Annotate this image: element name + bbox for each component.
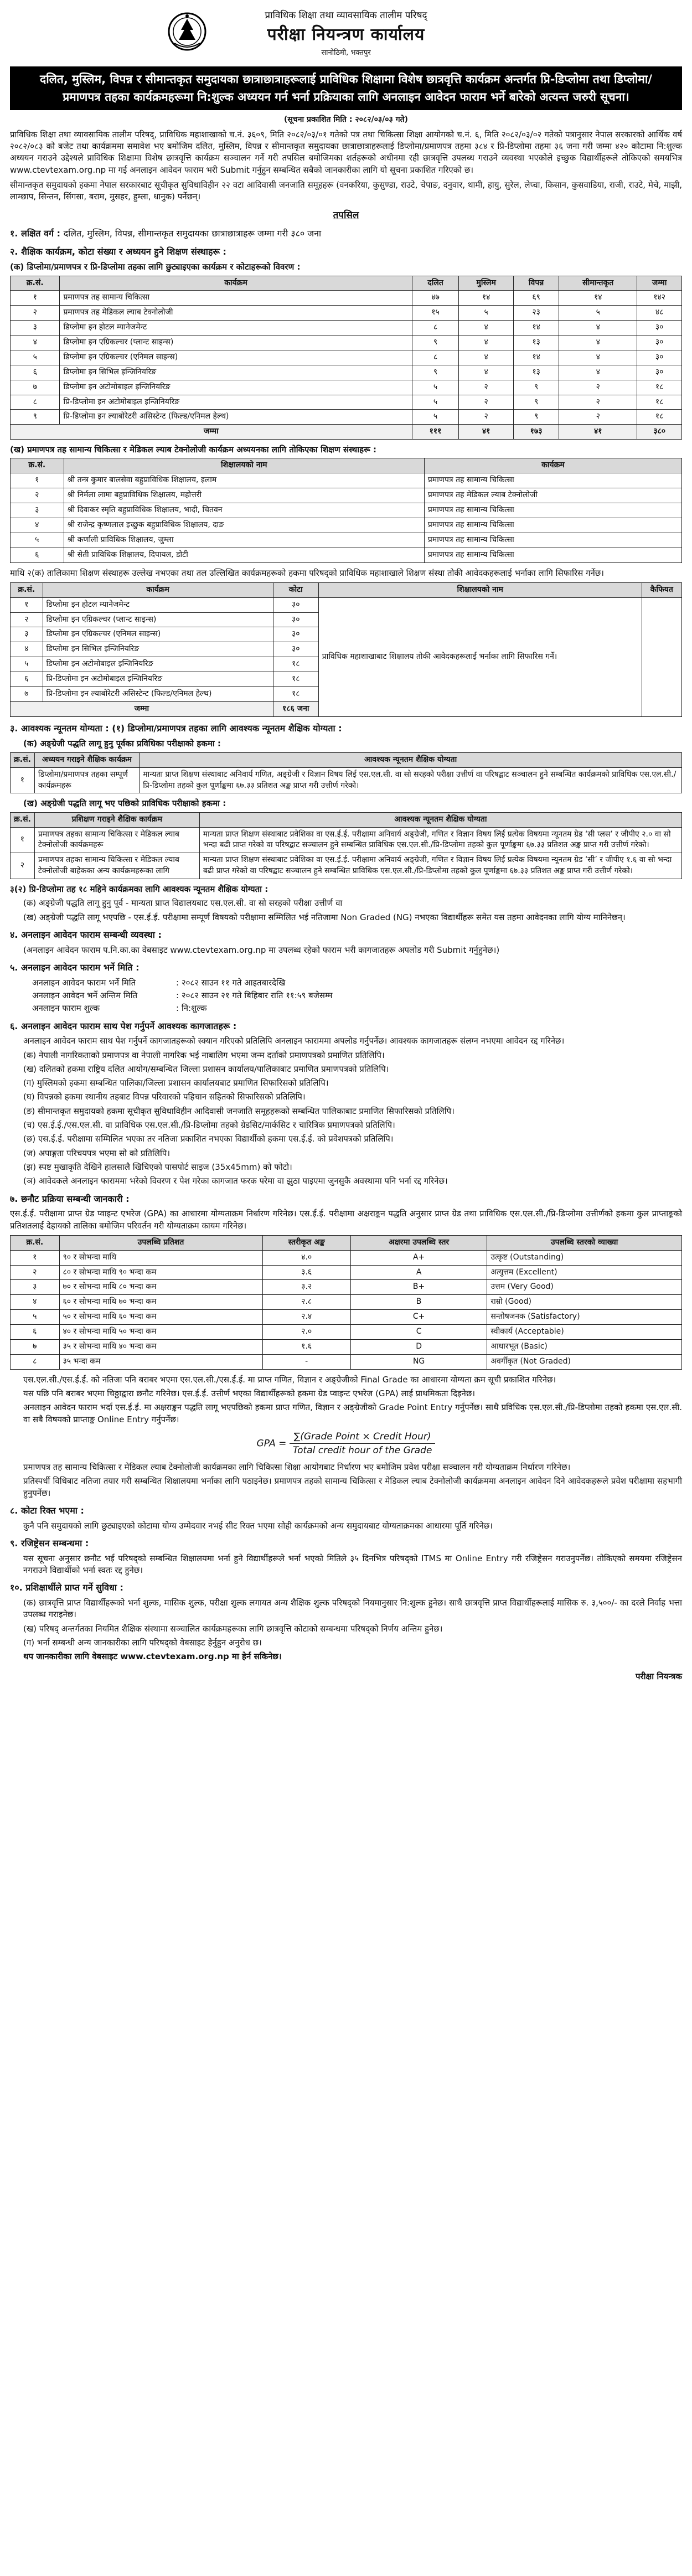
table-cell: प्रमाणपत्र तह सामान्य चिकित्सा — [424, 503, 681, 518]
section-9-heading: ९. रजिष्ट्रेसन सम्बन्धमा : — [10, 1538, 89, 1549]
table-row — [11, 767, 682, 793]
table-cell: प्रि-डिप्लोमा इन अटोमोबाइल इन्जिनियरिङ — [60, 395, 412, 410]
table-row — [11, 306, 682, 321]
document-item: (ज) अपाङ्गता परिचयपत्र भएमा सो को प्रतिलिपि। — [23, 1148, 171, 1158]
table-cell: ६० र सोभन्दा माथि ७० भन्दा कम — [59, 1295, 262, 1310]
table-cell: ८० र सोभन्दा माथि ९० भन्दा कम — [59, 1265, 262, 1280]
intro-paragraph: प्राविधिक शिक्षा तथा व्यावसायिक तालीम परिषद्, प्राविधिक महाशाखाको च.नं. ३६०९, मिति २०८२/०३/०१ गतेको पत्र तथा चिकित्सा शिक्षा आयोगको च.नं. ६, मिति २०८२/०३/०२ गतेको पत्रानुसार नेपाल सरकारको आर्थिक वर्ष २०८२/०८३ को बजेट तथा कार्यक्रममा समावेश भए बमोजिम दलित, मुस्लिम, विपन्न र सीमान्तकृत समुदायका छात्राछात्राहरूलाई डिप्लोमा/प्रमाणपत्र तहमा ३८४ र प्रि-डिप्लोमा तहमा ३६ जना गरी जम्मा ४२० कोटामा नि:शुल्क अध्ययन गराउने उद्देश्यले प्राविधिक शिक्षामा विशेष छात्रवृत्ति कार्यक्रम सञ्चालन गर्ने गरी तपसिल बमोजिमका शर्तहरूको अधीनमा रही छात्रवृत्ति उपलब्ध गराउने व्यवस्था भएकोले इच्छुक विद्यार्थीहरूले तोकिएको समयभित्र www.ctevtexam.org.np मा गई अनलाइन आवेदन फाराम भरी Submit गर्नुहुन सम्बन्धित सबैको जानकारीका लागि यो सूचना प्रकाशित गरिएको छ। — [10, 129, 682, 175]
selection-notes-2 — [10, 1462, 682, 1499]
notice-banner: दलित, मुस्लिम, विपन्न र सीमान्तकृत समुदायका छात्राछात्राहरूलाई प्राविधिक शिक्षामा विशेष छात्रवृत्ति कार्यक्रम अन्तर्गत प्रि-डिप्लोमा तथा डिप्लोमा/प्रमाणपत्र तहका कार्यक्रमहरूमा नि:शुल्क अध्ययन गर्न भर्ना प्रक्रियाका लागि अनलाइन आवेदन फाराम भर्ने बारेको अत्यन्त जरुरी सूचना। — [10, 66, 682, 110]
table-cell: डिप्लोमा इन सिभिल इन्जिनियरिङ — [60, 365, 412, 380]
table-row — [11, 1325, 682, 1340]
table-cell: २ — [11, 488, 64, 503]
qualification-table-a — [10, 752, 682, 794]
table-cell: ६ — [11, 365, 60, 380]
date-row — [10, 990, 682, 1002]
document-item: (ख) दलितको हकमा राष्ट्रिय दलित आयोग/सम्बन्धित जिल्ला प्रशासन कार्यालय/पालिकाबाट प्रमाणित प्रमाणपत्रको प्रतिलिपि। — [23, 1064, 389, 1074]
table-cell: ५ — [559, 306, 637, 321]
table-cell: अत्युत्तम (Excellent) — [487, 1265, 682, 1280]
table-cell: ४८ — [637, 306, 682, 321]
gpa-formula-lhs: GPA = — [256, 1438, 287, 1449]
table-cell: श्री कर्णाली प्राविधिक शिक्षालय, जुम्ला — [64, 533, 424, 548]
table-cell: ६ — [11, 548, 64, 562]
table-cell: ९ — [513, 380, 559, 395]
table-cell: १४ — [559, 291, 637, 306]
table-cell: ४ — [559, 321, 637, 335]
table-cell: ५ — [412, 410, 459, 425]
table-cell: प्रमाणपत्र तह मेडिकल ल्याब टेक्नोलोजी — [424, 488, 681, 503]
table-cell: श्री दिवाकर स्मृति बहुप्राविधिक शिक्षालय, भादी, चितवन — [64, 503, 424, 518]
table-cell: - — [262, 1354, 350, 1369]
table-cell: ३० — [637, 321, 682, 335]
table-cell: ९ — [412, 335, 459, 350]
selection-note: एस.एल.सी./एस.ई.ई. को नतिजा पनि बराबर भएमा एस.एल.सी./एस.ई.ई. मा प्राप्त गणित, विज्ञान र अङ्ग्रेजीको Final Grade का आधारमा योग्यता क्रम सूची प्रकाशित गरिनेछ। — [23, 1374, 556, 1385]
column-header: विपन्न — [513, 276, 559, 291]
table-cell: श्री निर्मला लामा बहुप्राविधिक शिक्षालय, महोत्तरी — [64, 488, 424, 503]
table-cell: २.० — [262, 1325, 350, 1340]
table-cell: श्री राजेन्द्र कृष्णलाल इच्छुक बहुप्राविधिक शिक्षालय, दाङ — [64, 518, 424, 533]
table-cell: प्रमाणपत्र तह सामान्य चिकित्सा — [424, 473, 681, 488]
column-header: क्र.सं. — [11, 1235, 60, 1250]
column-header: क्र.सं. — [11, 582, 43, 597]
column-header: उपलब्धि प्रतिशत — [59, 1235, 262, 1250]
gpa-formula — [10, 1430, 682, 1457]
section-2-heading: २. शैक्षिक कार्यक्रम, कोटा संख्या र अध्ययन हुने शिक्षण संस्थाहरू : — [10, 246, 226, 257]
intro-paragraph-2: सीमान्तकृत समुदायको हकमा नेपाल सरकारबाट सूचीकृत सुविधाविहीन २२ वटा आदिवासी जनजाति समूहहरू (वनकरिया, कुसुण्डा, राउटे, चेपाङ, दनुवार, थामी, हायु, सुरेल, लेप्चा, किसान, कुसवाडिया, राजी, राउटे, मेचे, माझी, लाम्छाप, सिन्तन, सिंगसा, बराम, मुसहर, हुम्ला, धानुक) पर्नेछन्। — [10, 180, 682, 202]
table-cell: १ — [11, 597, 43, 612]
table-row — [11, 395, 682, 410]
table-cell: उत्कृष्ट (Outstanding) — [487, 1250, 682, 1265]
column-header: अध्ययन गराइने शैक्षिक कार्यक्रम — [34, 752, 139, 767]
table-cell: प्रमाणपत्र तह सामान्य चिकित्सा — [60, 291, 412, 306]
section-3a-heading: (क) अङ्ग्रेजी पद्धति लागू हुनु पूर्वका प्रविधिका परीक्षाको हकमा : — [23, 739, 221, 749]
table-cell: १५ — [412, 306, 459, 321]
table-row — [11, 853, 682, 879]
table-row — [11, 518, 682, 533]
table-cell: ५ — [11, 657, 43, 672]
table-row — [11, 410, 682, 425]
table-cell: डिप्लोमा इन एग्रिकल्चर (प्लान्ट साइन्स) — [43, 612, 273, 627]
table-cell: ४ — [559, 365, 637, 380]
table-cell: ४० र सोभन्दा माथि ५० भन्दा कम — [59, 1325, 262, 1340]
selection-note: प्रमाणपत्र तह सामान्य चिकित्सा र मेडिकल ल्याब टेक्नोलोजी कार्यक्रमका लागि चिकित्सा शिक्षा आयोगबाट निर्धारण भए बमोजिम प्रवेश परीक्षा सञ्चालन गरी योग्यताक्रम निर्धारण गरिनेछ। — [23, 1462, 571, 1473]
table-cell: डिप्लोमा इन होटल म्यानेजमेन्ट — [60, 321, 412, 335]
table-cell: डिप्लोमा इन एग्रिकल्चर (एनिमल साइन्स) — [43, 627, 273, 642]
table-cell: राम्रो (Good) — [487, 1295, 682, 1310]
date-label: अनलाइन आवेदन भर्ने अन्तिम मिति — [32, 990, 138, 1000]
column-header: मुस्लिम — [459, 276, 514, 291]
qualification-table-b — [10, 812, 682, 879]
table-cell: ८ — [412, 321, 459, 335]
table-cell: स्वीकार्य (Acceptable) — [487, 1325, 682, 1340]
table-cell: १ — [11, 291, 60, 306]
table-cell: २ — [11, 1265, 60, 1280]
table-cell: प्रमाणपत्र तह मेडिकल ल्याब टेक्नोलोजी — [60, 306, 412, 321]
document-item: (घ) विपन्नको हकमा स्थानीय तहबाट विपन्न परिवारको पहिचान सहितको सिफारिसको प्रतिलिपि। — [23, 1092, 306, 1102]
table-cell: ३.६ — [262, 1265, 350, 1280]
section-5-heading: ५. अनलाइन आवेदन फाराम भर्ने मिति : — [10, 962, 140, 973]
table-cell: ४ — [559, 335, 637, 350]
document-item: (क) नेपाली नागरिकताको प्रमाणपत्र वा नेपाली नागरिक भई नाबालिग भएमा जन्म दर्ताको प्रमाणपत्रको प्रमाणित प्रतिलिपि। — [23, 1050, 385, 1060]
table-row — [11, 335, 682, 350]
table-cell: NG — [350, 1354, 487, 1369]
table-cell: १४ — [513, 350, 559, 365]
column-header: क्र.सं. — [11, 458, 64, 473]
table-cell: ९ — [513, 395, 559, 410]
table-row — [11, 548, 682, 562]
table-cell: ८ — [11, 1354, 60, 1369]
section-8-text: कुनै पनि समुदायको लागि छुट्याइएको कोटामा योग्य उम्मेदवार नभई सीट रिक्त भएमा सोही कार्यक्रमको अन्य समुदायबाट योग्यताक्रमका आधारमा पूर्ति गरिनेछ। — [23, 1520, 493, 1531]
table-cell: २ — [459, 380, 514, 395]
table-cell: १३ — [513, 335, 559, 350]
table-cell: ४ — [459, 350, 514, 365]
column-header: कैफियत — [642, 582, 681, 597]
table-cell: १७३ — [513, 425, 559, 440]
column-header: शिक्षालयको नाम — [318, 582, 642, 597]
table-row — [11, 1265, 682, 1280]
table-total-row — [11, 425, 682, 440]
table-cell: ४ — [559, 350, 637, 365]
section-3-2-a: (क) अङ्ग्रेजी पद्धति लागू हुनु पूर्व - मान्यता प्राप्त विद्यालयबाट एस.एल.सी. वा सो सरहको परीक्षा उत्तीर्ण वा — [23, 898, 343, 908]
column-header: स्तरीकृत अङ्क — [262, 1235, 350, 1250]
table-cell: १४२ — [637, 291, 682, 306]
table-cell: ३० — [637, 365, 682, 380]
section-7-heading: ७. छनौट प्रक्रिया सम्बन्धी जानकारी : — [10, 1193, 130, 1204]
table-cell: प्रमाणपत्र तहका सामान्य चिकित्सा र मेडिकल ल्याब टेक्नोलोजी बाहेकका अन्य कार्यक्रमहरूका लागि — [34, 853, 199, 879]
column-header: उपलब्धि स्तरको व्याख्या — [487, 1235, 682, 1250]
table-cell: श्री सेती प्राविधिक शिक्षालय, दिपायल, डोटी — [64, 548, 424, 562]
table-cell: ३० — [273, 627, 318, 642]
column-header: कार्यक्रम — [424, 458, 681, 473]
table-row — [11, 1354, 682, 1369]
table-cell: ८ — [11, 395, 60, 410]
grade-table — [10, 1235, 682, 1370]
selection-notes — [10, 1374, 682, 1426]
table-cell: ९ — [11, 410, 60, 425]
table-cell: ३ — [11, 1280, 60, 1295]
table-cell: प्रि-डिप्लोमा इन ल्याबोरेटरी असिस्टेन्ट (फिल्ड/एनिमल हेल्थ) — [60, 410, 412, 425]
table-cell: २.४ — [262, 1310, 350, 1325]
column-header: कार्यक्रम — [43, 582, 273, 597]
date-value: : २०८२ साउन २१ गते बिहिबार राति ११:५९ बजेसम्म — [176, 990, 333, 1000]
table-cell: प्रमाणपत्र तह सामान्य चिकित्सा — [424, 548, 681, 562]
table-row — [11, 1310, 682, 1325]
table-cell: ६ — [11, 672, 43, 687]
benefit-item: (क) छात्रवृत्ति प्राप्त विद्यार्थीहरूको भर्ना शुल्क, मासिक शुल्क, परीक्षा शुल्क लगायत अन्य शैक्षिक शुल्क परिषद्को नियमानुसार नि:शुल्क हुनेछ। साथै छात्रवृत्ति प्राप्त विद्यार्थीहरूलाई मासिक रु. ३,५००/- का दरले निर्वाह भत्ता उपलब्ध गराइनेछ। — [23, 1598, 682, 1620]
table-cell: B+ — [350, 1280, 487, 1295]
table-cell: ४ — [459, 321, 514, 335]
table-cell: २ — [559, 380, 637, 395]
section-2a-heading: (क) डिप्लोमा/प्रमाणपत्र र प्रि-डिप्लोमा तहका लागि छुट्याइएका कार्यक्रम र कोटाहरूको विवरण : — [10, 262, 301, 272]
table-cell: १८६ जना — [273, 701, 318, 716]
table-cell: ४.० — [262, 1250, 350, 1265]
document-item: (च) एस.ई.ई./एस.एल.सी. वा प्राविधिक एस.एल.सी./प्रि-डिप्लोमा तहको ग्रेडसिट/मार्कसिट र चारित्रिक प्रमाणपत्रको प्रतिलिपि। — [23, 1120, 395, 1130]
program-table — [10, 582, 682, 717]
table-cell: ८ — [412, 350, 459, 365]
document-item: (ग) मुस्लिमको हकमा सम्बन्धित पालिका/जिल्ला प्रशासन कार्यालयबाट प्रमाणित सिफारिसको प्रतिलिपि। — [23, 1078, 329, 1088]
table-cell: १४ — [459, 291, 514, 306]
section-2c-note: माथि २(क) तालिकामा शिक्षण संस्थाहरू उल्लेख नभएका तथा तल उल्लिखित कार्यक्रमहरूको हकमा परिषद्को प्राविधिक महाशाखाले शिक्षण संस्था तोकी आवेदकहरूलाई भर्नाका लागि सिफारिस गर्नेछ। — [10, 567, 604, 578]
table-cell: डिप्लोमा इन एग्रिकल्चर (एनिमल साइन्स) — [60, 350, 412, 365]
section-8-heading: ८. कोटा रिक्त भएमा : — [10, 1505, 84, 1516]
table-cell: प्रि-डिप्लोमा इन ल्याबोरेटरी असिस्टेन्ट (फिल्ड/एनिमल हेल्थ) — [43, 686, 273, 701]
column-header: दलित — [412, 276, 459, 291]
section-7-intro: एस.ई.ई. परीक्षामा प्राप्त ग्रेड प्वाइन्ट एभरेज (GPA) का आधारमा योग्यताक्रम निर्धारण गरिनेछ। एस.ई.ई. परीक्षामा अक्षराङ्कन पद्धति अनुसार प्राप्त ग्रेड तथा प्राविधिक एस.एल.सी./प्रि-डिप्लोमा उत्तीर्णको हकमा कुल प्राप्ताङ्कको प्रतिशतलाई देहायको तालिका बमोजिम परिवर्तन गरी योग्यताक्रम कायम गरिनेछ। — [10, 1209, 682, 1231]
table-cell: जम्मा — [11, 425, 412, 440]
column-header: कार्यक्रम — [60, 276, 412, 291]
column-header: अक्षरमा उपलब्धि स्तर — [350, 1235, 487, 1250]
table-cell: ३८० — [637, 425, 682, 440]
table-cell: ३ — [11, 503, 64, 518]
table-row — [11, 503, 682, 518]
table-cell: C — [350, 1325, 487, 1340]
signature: परीक्षा नियन्त्रक — [636, 1671, 682, 1681]
section-2b-heading: (ख) प्रमाणपत्र तह सामान्य चिकित्सा र मेडिकल ल्याब टेक्नोलोजी कार्यक्रम अध्ययनका लागि तोकिएका शिक्षण संस्थाहरू : — [10, 445, 376, 455]
column-header: आवश्यक न्यूनतम शैक्षिक योग्यता — [199, 812, 681, 827]
table-cell: २ — [11, 612, 43, 627]
table-row — [11, 1280, 682, 1295]
table-cell: डिप्लोमा इन एग्रिकल्चर (प्लान्ट साइन्स) — [60, 335, 412, 350]
parent-org: प्राविधिक शिक्षा तथा व्यावसायिक तालीम परिषद् — [265, 10, 427, 21]
office-address: सानोठिमी, भक्तपुर — [321, 48, 371, 57]
table-cell: २३ — [513, 306, 559, 321]
table-cell: ३.२ — [262, 1280, 350, 1295]
table-cell: ३० — [273, 642, 318, 657]
table-cell: ३ — [11, 627, 43, 642]
section-6-intro: अनलाइन आवेदन फाराम साथ पेश गर्नुपर्ने कागजातहरूको स्क्यान गरिएको प्रतिलिपि अनलाइन फाराममा अपलोड गर्नुपर्नेछ। आवश्यक कागजातहरू संलग्न नभएमा आवेदन रद्द गरिनेछ। — [23, 1036, 565, 1046]
table-cell: १८ — [273, 686, 318, 701]
table-row — [11, 291, 682, 306]
table-cell: ७ — [11, 686, 43, 701]
table-cell: प्रमाणपत्र तह सामान्य चिकित्सा — [424, 533, 681, 548]
date-label: अनलाइन फाराम शुल्क — [32, 1003, 100, 1014]
section-3-2-b: (ख) अङ्ग्रेजी पद्धति लागू भएपछि - एस.ई.ई. परीक्षामा सम्पूर्ण विषयको परीक्षामा सम्मिलित भई नतिजामा Non Graded (NG) नभएका विद्यार्थीहरू समेत यस तहमा आवेदनका लागि योग्य मानिनेछन्। — [23, 912, 626, 922]
table-cell: D — [350, 1339, 487, 1354]
header — [10, 9, 682, 64]
table-row — [11, 1295, 682, 1310]
table-cell: २ — [459, 410, 514, 425]
school-note: प्राविधिक महाशाखाबाट शिक्षालय तोकी आवेदकहरूलाई भर्नाका लागि सिफारिस गर्ने। — [318, 597, 642, 716]
notice-date: (सूचना प्रकाशित मिति : २०८२/०३/०३ गते) — [284, 115, 408, 124]
section-3-2-heading: ३(२) प्रि-डिप्लोमा तह १८ महिने कार्यक्रमका लागि आवश्यक न्यूनतम शैक्षिक योग्यता : — [10, 884, 268, 895]
table-cell: ६ — [11, 1325, 60, 1340]
table-cell: डिप्लोमा इन होटल म्यानेजमेन्ट — [43, 597, 273, 612]
table-cell: २ — [559, 395, 637, 410]
table-cell: ७० र सोभन्दा माथि ८० भन्दा कम — [59, 1280, 262, 1295]
table-cell: ४ — [459, 335, 514, 350]
table-cell: ३ — [11, 321, 60, 335]
table-cell: ६९ — [513, 291, 559, 306]
table-cell: A — [350, 1265, 487, 1280]
column-header: क्र.सं. — [11, 812, 35, 827]
table-row — [11, 827, 682, 853]
quota-table — [10, 276, 682, 440]
table-cell: ३५ र सोभन्दा माथि ४० भन्दा कम — [59, 1339, 262, 1354]
table-cell: C+ — [350, 1310, 487, 1325]
section-3b-heading: (ख) अङ्ग्रेजी पद्धति लागू भए पछिको प्राविधिक परीक्षाको हकमा : — [23, 798, 226, 809]
section-4-heading: ४. अनलाइन आवेदन फाराम सम्बन्धी व्यवस्था : — [10, 929, 162, 940]
selection-note: अनलाइन आवेदन फाराम भर्दा एस.ई.ई. मा अक्षराङ्कन पद्धति लागू भएपछिको हकमा प्राप्त गणित, विज्ञान र अङ्ग्रेजीको Grade Point Entry गर्नुपर्नेछ। साथै प्रविधिक एस.एल.सी./प्रि-डिप्लोमा तहको हकमा एस.एल.सी. वा सबै विषयको प्राप्ताङ्क Online Entry गर्नुपर्नेछ। — [23, 1402, 682, 1424]
table-cell: १ — [11, 473, 64, 488]
section-1-text: दलित, मुस्लिम, विपन्न, सीमान्तकृत समुदायका छात्राछात्राहरू जम्मा गरी ३८० जना — [63, 228, 322, 239]
date-value: : नि:शुल्क — [176, 1003, 207, 1014]
benefit-item: (ख) परिषद् अन्तर्गतका नियमित शैक्षिक संस्थामा सञ्चालित कार्यक्रमहरूका लागि छात्रवृत्ति कोटाको सम्बन्धमा परिषद्को निर्णय अन्तिम हुनेछ। — [23, 1623, 443, 1634]
section-3-heading: ३. आवश्यक न्यूनतम योग्यता : (१) डिप्लोमा/प्रमाणपत्र तहका लागि आवश्यक न्यूनतम शैक्षिक योग्यता : — [10, 722, 342, 734]
table-row — [11, 473, 682, 488]
table-cell: डिप्लोमा इन अटोमोबाइल इन्जिनियरिङ — [60, 380, 412, 395]
table-cell: ४ — [459, 365, 514, 380]
table-cell: १ — [11, 1250, 60, 1265]
table-row — [11, 321, 682, 335]
table-cell: ३० — [637, 335, 682, 350]
table-row — [11, 488, 682, 503]
table-cell: ४७ — [412, 291, 459, 306]
table-cell: १.६ — [262, 1339, 350, 1354]
office-title: परीक्षा नियन्त्रण कार्यालय — [267, 25, 425, 45]
selection-note: यस पछि पनि बराबर भएमा चिठ्ठाद्वारा छनौट गरिनेछ। एस.ई.ई. उत्तीर्ण भएका विद्यार्थीहरूको हकमा ग्रेड प्वाइन्ट एभरेज (GPA) लाई प्राथमिकता दिइनेछ। — [23, 1388, 476, 1399]
column-header: शिक्षालयको नाम — [64, 458, 424, 473]
date-value: : २०८२ साउन ११ गते आइतबारदेखि — [176, 977, 286, 988]
table-cell: ७ — [11, 380, 60, 395]
document-item: (झ) स्पष्ट मुखाकृति देखिने हालसालै खिचिएको पासपोर्ट साइज (35x45mm) को फोटो। — [23, 1161, 292, 1172]
table-cell: उत्तम (Very Good) — [487, 1280, 682, 1295]
documents-list — [10, 1050, 682, 1188]
table-cell: ९ — [412, 365, 459, 380]
table-cell: ५० र सोभन्दा माथि ६० भन्दा कम — [59, 1310, 262, 1325]
table-cell: ५ — [459, 306, 514, 321]
column-header: क्र.सं. — [11, 276, 60, 291]
column-header: जम्मा — [637, 276, 682, 291]
table-cell: ३० — [273, 597, 318, 612]
table-cell: २ — [11, 853, 35, 879]
column-header: प्रशिक्षण गराइने शैक्षिक कार्यक्रम — [34, 812, 199, 827]
table-cell: आधारभूत (Basic) — [487, 1339, 682, 1354]
column-header: कोटा — [273, 582, 318, 597]
column-header: सीमान्तकृत — [559, 276, 637, 291]
table-row — [11, 350, 682, 365]
institution-table — [10, 458, 682, 562]
table-cell: B — [350, 1295, 487, 1310]
table-cell: १८ — [637, 410, 682, 425]
column-header: क्र.सं. — [11, 752, 35, 767]
table-cell: १३ — [513, 365, 559, 380]
table-cell: प्रि-डिप्लोमा इन अटोमोबाइल इन्जिनियरिङ — [43, 672, 273, 687]
table-cell: ५ — [11, 533, 64, 548]
table-cell: १८ — [637, 395, 682, 410]
table-cell: A+ — [350, 1250, 487, 1265]
table-cell: ३० — [273, 612, 318, 627]
benefit-item: (ग) भर्ना सम्बन्धी अन्य जानकारीका लागि परिषद्को वेबसाइट हेर्नुहुन अनुरोध छ। — [23, 1638, 262, 1648]
section-1-heading: १. लक्षित वर्ग : दलित, मुस्लिम, विपन्न, सीमान्तकृत समुदायका छात्राछात्राहरू जम्मा गरी ३८० जना — [10, 228, 322, 239]
table-cell: मान्यता प्राप्त शिक्षण संस्थाबाट प्रवेशिका वा एस.ई.ई. परीक्षामा अनिवार्य अङ्ग्रेजी, गणित र विज्ञान विषय लिई प्रत्येक विषयमा न्यूनतम ग्रेड ‘सी’ र जीपीए १.६ वा सो भन्दा बढी प्राप्त गरेको वा परिषद्बाट सञ्चालन हुने सम्बन्धित प्राविधिक एस.एल.सी./प्रि-डिप्लोमा तहको कुल पूर्णाङ्कमा ६७.३३ प्रतिशत अङ्क प्राप्त गरी उत्तीर्ण गरेको। — [199, 853, 681, 879]
table-cell: ४ — [11, 1295, 60, 1310]
table-cell: १ — [11, 767, 35, 793]
date-row — [10, 977, 682, 989]
section-9-text: यस सूचना अनुसार छनौट भई परिषद्को सम्बन्धित शिक्षालयमा भर्ना हुने विद्यार्थीहरूले भर्ना भएको मितिले ३५ दिनभित्र परिषद्को ITMS मा Online Entry गरी रजिष्ट्रेसन गराउनुपर्नेछ। तोकिएको समयमा रजिष्ट्रेसन नगराउने विद्यार्थीको भर्ना स्वतः रद्द हुनेछ। — [23, 1553, 682, 1576]
table-cell: १४ — [513, 321, 559, 335]
government-emblem-icon — [168, 11, 206, 52]
gpa-formula-denominator: Total credit hour of the Grade — [292, 1445, 432, 1457]
table-cell: ९० र सोभन्दा माथि — [59, 1250, 262, 1265]
table-cell: डिप्लोमा/प्रमाणपत्र तहका सम्पूर्ण कार्यक्रमहरू — [34, 767, 139, 793]
table-row — [11, 365, 682, 380]
table-cell: १८ — [273, 657, 318, 672]
table-row — [11, 380, 682, 395]
document-item: (ञ) आवेदकले अनलाइन फाराममा भरेको विवरण र पेश गरेका कागजात फरक परेमा वा झुठा पाइएमा जुनसुकै अवस्थामा पनि भर्ना रद्द गरिनेछ। — [23, 1176, 448, 1186]
gpa-formula-numerator: ∑(Grade Point × Credit Hour) — [290, 1430, 436, 1444]
table-cell: २.८ — [262, 1295, 350, 1310]
table-row — [11, 597, 682, 612]
table-cell: ३० — [637, 350, 682, 365]
dates-list — [10, 977, 682, 1015]
table-cell: प्रमाणपत्र तहका सामान्य चिकित्सा र मेडिकल ल्याब टेक्नोलोजी कार्यक्रमहरू — [34, 827, 199, 853]
table-cell: ४ — [11, 335, 60, 350]
table-cell: श्री तन्त्र कुमार बालसेवा बहुप्राविधिक शिक्षालय, इलाम — [64, 473, 424, 488]
table-cell: २ — [559, 410, 637, 425]
table-cell: ४१ — [459, 425, 514, 440]
table-cell: ५ — [412, 395, 459, 410]
table-cell: १८ — [273, 672, 318, 687]
selection-note: प्रतिस्पर्धी विधिबाट नतिजा तयार गरी सम्बन्धित शिक्षालयमा भर्नाका लागि पठाइनेछ। प्रमाणपत्र तहको सामान्य चिकित्सा र मेडिकल ल्याब टेक्नोलोजी कार्यक्रममा अनलाइन आवेदन दिने आवेदकहरूले प्रवेश परीक्षामा सहभागी हुनुपर्नेछ। — [23, 1476, 682, 1498]
table-cell: २ — [459, 395, 514, 410]
section-6-heading: ६. अनलाइन आवेदन फाराम साथ पेश गर्नुपर्ने आवश्यक कागजातहरू : — [10, 1020, 237, 1031]
table-cell: मान्यता प्राप्त शिक्षण संस्थाबाट अनिवार्य गणित, अङ्ग्रेजी र विज्ञान विषय लिई एस.एल.सी. वा सो सरहको परीक्षा उत्तीर्ण वा परिषद्बाट सञ्चालन हुने सम्बन्धित कार्यक्रमको प्राविधिक एस.एल.सी./प्रि-डिप्लोमा तहको कुल पूर्णाङ्कमा ६७.३३ प्रतिशत अङ्क प्राप्त गरी उत्तीर्ण गरेको। — [140, 767, 682, 793]
table-row — [11, 1250, 682, 1265]
table-cell: डिप्लोमा इन सिभिल इन्जिनियरिङ — [43, 642, 273, 657]
website-note: थप जानकारीका लागि वेबसाइट www.ctevtexam.org.np मा हेर्न सकिनेछ। — [23, 1651, 282, 1662]
table-row — [11, 1339, 682, 1354]
table-cell: ५ — [11, 350, 60, 365]
document-item: (ङ) सीमान्तकृत समुदायको हकमा सूचीकृत सुविधाविहीन आदिवासी जनजाति समूहहरूको सम्बन्धित पालिकाबाट प्रमाणित सिफारिसको प्रतिलिपि। — [23, 1106, 455, 1116]
table-cell: जम्मा — [11, 701, 273, 716]
table-cell: डिप्लोमा इन अटोमोबाइल इन्जिनियरिङ — [43, 657, 273, 672]
table-cell: ४१ — [559, 425, 637, 440]
table-cell: सन्तोषजनक (Satisfactory) — [487, 1310, 682, 1325]
table-cell: ४ — [11, 642, 43, 657]
table-cell: ४ — [11, 518, 64, 533]
table-cell: ५ — [412, 380, 459, 395]
table-cell: प्रमाणपत्र तह सामान्य चिकित्सा — [424, 518, 681, 533]
section-10-heading: १०. प्रशिक्षार्थीले प्राप्त गर्ने सुविधा : — [10, 1582, 123, 1593]
table-cell: ५ — [11, 1310, 60, 1325]
date-row — [10, 1003, 682, 1014]
table-cell: ३५ भन्दा कम — [59, 1354, 262, 1369]
date-label: अनलाइन आवेदन फाराम भर्ने मिति — [32, 977, 136, 988]
table-cell: १११ — [412, 425, 459, 440]
table-cell: ९ — [513, 410, 559, 425]
schedule-heading: तपसिल — [333, 209, 359, 221]
table-cell: २ — [11, 306, 60, 321]
benefits-list — [10, 1597, 682, 1649]
column-header: आवश्यक न्यूनतम शैक्षिक योग्यता — [140, 752, 682, 767]
table-cell: १ — [11, 827, 35, 853]
table-cell: मान्यता प्राप्त शिक्षण संस्थाबाट प्रवेशिका वा एस.ई.ई. परीक्षामा अनिवार्य अङ्ग्रेजी, गणित र विज्ञान विषय लिई प्रत्येक विषयमा न्यूनतम ग्रेड ‘सी प्लस’ र जीपीए २.० वा सो भन्दा बढी प्राप्त गरेको वा परिषद्बाट सञ्चालन हुने सम्बन्धित प्राविधिक एस.एल.सी./प्रि-डिप्लोमा तहको कुल पूर्णाङ्कमा ६७.३३ प्रतिशत अङ्क प्राप्त गरी उत्तीर्ण गरेको। — [199, 827, 681, 853]
document-item: (छ) एस.ई.ई. परीक्षामा सम्मिलित भएका तर नतिजा प्रकाशित नभएका विद्यार्थीको हकमा एस.ई.ई. को प्रवेशपत्रको प्रतिलिपि। — [23, 1134, 394, 1144]
table-cell: ७ — [11, 1339, 60, 1354]
table-cell: १८ — [637, 380, 682, 395]
table-row — [11, 533, 682, 548]
table-cell — [642, 597, 681, 716]
section-4-text: (अनलाइन आवेदन फाराम प.नि.का.का वेबसाइट www.ctevtexam.org.np मा उपलब्ध रहेको फाराम भरी कागजातहरू अपलोड गरी Submit गर्नुहुनेछ।) — [23, 944, 500, 955]
table-cell: अवर्गीकृत (Not Graded) — [487, 1354, 682, 1369]
